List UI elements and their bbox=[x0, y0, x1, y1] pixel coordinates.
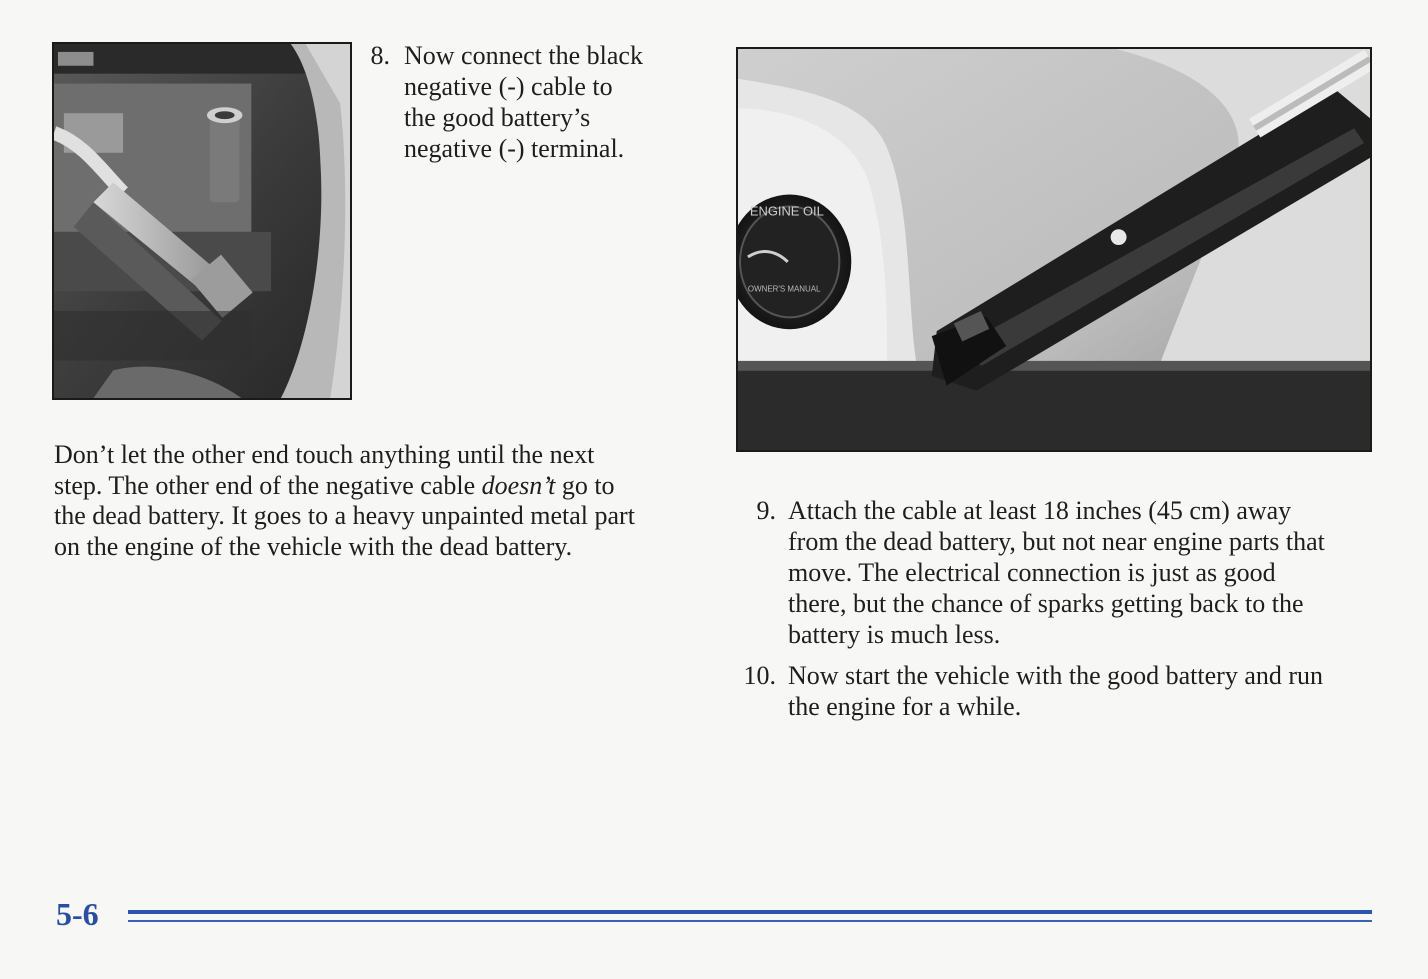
battery-clamp-photo bbox=[52, 42, 352, 400]
step-10-line: the engine for a while. bbox=[788, 692, 1022, 721]
step-8-number: 8. bbox=[370, 41, 390, 70]
step-10-number: 10. bbox=[743, 661, 776, 690]
emphasis-text: doesn’t bbox=[481, 470, 556, 500]
step-8-line: the good battery’s bbox=[404, 103, 591, 132]
engine-ground-clamp-photo bbox=[736, 47, 1372, 452]
paragraph-text: go to bbox=[555, 470, 615, 500]
paragraph-line: on the engine of the vehicle with the dead battery. bbox=[54, 531, 573, 561]
step-9-line: Attach the cable at least 18 inches (45 cm) away bbox=[788, 496, 1292, 525]
paragraph-line: the dead battery. It goes to a heavy unpainted metal part bbox=[54, 501, 635, 530]
step-8-line: negative (-) terminal. bbox=[404, 134, 625, 163]
body-paragraph bbox=[54, 440, 694, 562]
step-9-line: move. The electrical connection is just as good bbox=[788, 558, 1276, 587]
page-number: 5-6 bbox=[56, 896, 99, 932]
footer-rule-thin bbox=[128, 920, 1372, 922]
oil-cap-label: ENGINE OIL bbox=[749, 203, 824, 219]
step-8-line: Now connect the black bbox=[404, 41, 643, 70]
step-9-text bbox=[788, 495, 1325, 650]
step-9-line: battery is much less. bbox=[788, 620, 1001, 649]
paragraph-text: step. The other end of the negative cable bbox=[54, 470, 482, 500]
step-9-line: there, but the chance of sparks getting back to the bbox=[788, 589, 1304, 618]
footer-rule bbox=[128, 910, 1372, 914]
paragraph-line: Don’t let the other end touch anything until the next bbox=[54, 440, 595, 469]
step-8-text bbox=[404, 40, 643, 164]
step-10-text bbox=[788, 660, 1323, 722]
step-9-line: from the dead battery, but not near engine parts that bbox=[788, 527, 1325, 556]
oil-cap-sublabel: OWNER'S MANUAL bbox=[747, 284, 821, 294]
step-9-number: 9. bbox=[756, 496, 776, 525]
step-10-line: Now start the vehicle with the good battery and run bbox=[788, 661, 1324, 690]
step-8-line: negative (-) cable to bbox=[404, 72, 613, 101]
paragraph-line bbox=[54, 471, 694, 502]
